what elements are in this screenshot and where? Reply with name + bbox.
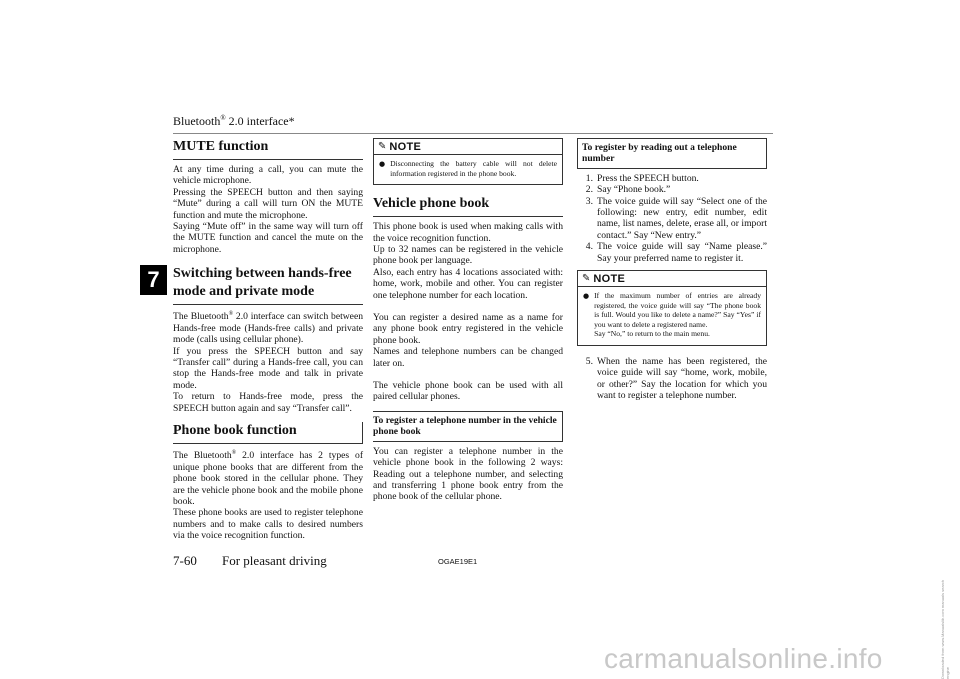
header-rule	[173, 133, 773, 134]
pencil-icon: ✎	[582, 273, 591, 285]
note-header	[374, 139, 562, 155]
bullet-icon: ●	[379, 160, 386, 168]
mute-paragraph-1: At any time during a call, you can mute the vehicle microphone.	[173, 164, 363, 187]
page-number: 7-60	[173, 553, 197, 568]
section-name: For pleasant driving	[222, 553, 327, 568]
note-item	[379, 159, 557, 178]
note-body	[578, 287, 766, 345]
watermark: carmanualsonline.info	[604, 643, 883, 674]
phone-book-function-heading: Phone book function	[173, 422, 363, 444]
note-label: NOTE	[593, 272, 626, 285]
note-label: NOTE	[389, 140, 422, 153]
step-item: 2. Say “Phone book.”	[585, 184, 671, 196]
steps-list	[577, 173, 767, 264]
switching-paragraph-3: To return to Hands-free mode, press the SPEECH button again and say “Transfer call”.	[173, 391, 363, 414]
vehicle-pb-paragraph-6: The vehicle phone book can be used with all paired cellular phones.	[373, 380, 563, 403]
note-header	[578, 271, 766, 287]
vehicle-pb-paragraph-1: This phone book is used when making calls with the voice recognition function.	[373, 221, 563, 244]
side-download-mark: Downloaded from www.Manualslib.com manuals search engine	[940, 579, 950, 679]
vehicle-pb-paragraph-3: Also, each entry has 4 locations associated with: home, work, mobile and other. You can register one telephone number for each location.	[373, 266, 563, 301]
pencil-icon: ✎	[378, 141, 387, 152]
vehicle-pb-paragraph-4: You can register a desired name as a name for any phone book entry registered in the vehicle phone book.	[373, 312, 563, 346]
register-paragraph: You can register a telephone number in the vehicle phone book in the following 2 ways: Reading out a telephone number, and selecting and transferring 1 phone book entry from the phone book of the cellular phone.	[373, 445, 563, 503]
step-item: 3. The voice guide will say “Select one of the following: new entry, edit number, edit name, list names, delete, erase all, or import contact.” Say “New entry.”	[585, 195, 767, 241]
document-code: OGAE19E1	[438, 557, 478, 566]
steps-list-continued	[577, 356, 767, 402]
note-body	[374, 155, 562, 184]
switching-heading: Switching between hands-free mode and private mode	[173, 265, 363, 305]
mute-function-heading: MUTE function	[173, 138, 363, 160]
read-out-subheading: To register by reading out a telephone number	[577, 138, 767, 169]
switching-paragraph-2: If you press the SPEECH button and say “Transfer call” during a Hands-free call, you can stop the Hands-free mode and talk in private mode.	[173, 345, 363, 391]
note-item	[583, 291, 761, 339]
mute-paragraph-3: Saying “Mute off” in the same way will turn off the MUTE function and cancel the mute on the microphone.	[173, 221, 363, 255]
vehicle-phone-book-heading: Vehicle phone book	[373, 195, 563, 217]
chapter-tab: 7	[140, 265, 167, 295]
vehicle-pb-paragraph-5: Names and telephone numbers can be changed later on.	[373, 346, 563, 369]
column-2	[373, 138, 563, 503]
column-3	[577, 138, 767, 402]
register-number-subheading: To register a telephone number in the vehicle phone book	[373, 411, 563, 442]
mute-paragraph-2: Pressing the SPEECH button and then saying “Mute” during a call will turn ON the MUTE function and mute the microphone.	[173, 186, 363, 221]
bullet-icon: ●	[583, 292, 590, 301]
note-text: Disconnecting the battery cable will not delete information registered in the phone book.	[390, 159, 557, 178]
vehicle-pb-paragraph-2: Up to 32 names can be registered in the vehicle phone book per language.	[373, 244, 563, 267]
step-item: 4. The voice guide will say “Name please.” Say your preferred name to register it.	[585, 241, 767, 264]
phonebook-paragraph-2: These phone books are used to register telephone numbers and to make calls to desired numbers via the voice recognition function.	[173, 507, 363, 542]
phonebook-paragraph-1: The Bluetooth® 2.0 interface has 2 types of unique phone books that are different from the phone book stored in the cellular phone. They are the vehicle phone book and the mobile phone book.	[173, 450, 364, 507]
running-header: Bluetooth® 2.0 interface*	[173, 114, 295, 128]
step-item: 5. When the name has been registered, the voice guide will say “home, work, mobile, or other?” Say the location for which you want to register a telephone number.	[585, 356, 767, 402]
note-box-full	[577, 270, 767, 346]
note-box-battery	[373, 138, 563, 185]
column-1	[173, 138, 363, 542]
switching-paragraph-1: The Bluetooth® 2.0 interface can switch between Hands-free mode (Hands-free calls) and private mode (calls using cellular phone).	[173, 311, 364, 346]
step-item: 1. Press the SPEECH button.	[585, 172, 699, 184]
note-text: If the maximum number of entries are already registered, the voice guide will say “The phone book is full. Would you like to delete a name?” Say “Yes” if you want to delete a registered name. Say “No,” to return to the main menu.	[594, 291, 761, 339]
